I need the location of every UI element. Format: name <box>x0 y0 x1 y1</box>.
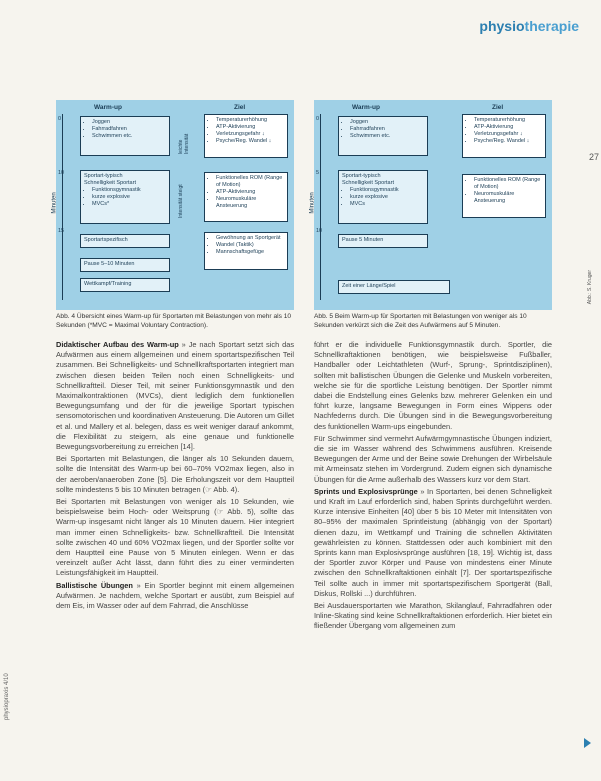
fig1-goal: • ATP-Aktivierung <box>216 189 284 196</box>
fig1-goal: • Verletzungsgefahr ↓ <box>216 131 284 138</box>
paragraph: führt er die individuelle Funktionsgymnastik durch. Sportler, die Schnellkraftaktionen benötigen, wie beispielsweise Fußballer, Handballer oder Leichtathleten (Wurf-, Sprung-, Sprintdisziplinen), sollten mit ballistischen Übungen die Gelenke und Muskeln vorbereiten, welche sie für die sportliche Leistung benötigen. Der Sportler nimmt dabei die Endstellung eines Gelenks bzw. mehrerer Gelenken ein und führt kurze, langsame Bewegungen in Form eines Wippens oder Nachfederns durch. Die Übungen sind in die Bewegungsvorbereitung des funktionellen Warm-ups eingebunden. <box>314 340 552 431</box>
fig1-goal: • ATP-Aktivierung <box>216 124 284 131</box>
fig2-goal: • Neuromuskuläre Ansteuerung <box>474 191 542 205</box>
page-edge-number: 27 <box>588 152 599 162</box>
continue-arrow-icon <box>584 738 591 748</box>
paragraph: Für Schwimmer sind vermehrt Aufwärmgymnastische Übungen indiziert, die sie im Wasser während des Schwimmens ausführen. Kreisende Bewegungen der Arme und der Beine sowie Drehungen der Wirbelsäule mit Armeinsatz stehen im Vordergrund. Zudem eignen sich dynamische Übungen für die Arme außerhalb des Wassers kurz vor dem Start. <box>314 433 552 484</box>
fig1-col-left: Warm-up <box>94 104 122 111</box>
fig1-goal: • Temperaturerhöhung <box>216 117 284 124</box>
fig1-axis-label: Minuten <box>51 192 58 214</box>
fig1-goal: • Psyche/Reg. Wandel ↓ <box>216 138 284 145</box>
fig2-col-right: Ziel <box>492 104 504 111</box>
figure-2 <box>309 100 552 310</box>
fig2-goal: • Psyche/Reg. Wandel ↓ <box>474 138 542 145</box>
heading-ballistisch: Ballistische Übungen <box>56 580 133 590</box>
fig2-tick-0: 0 <box>316 116 320 122</box>
fig2-b-sub: Schnelligkeit Sportart <box>342 180 394 186</box>
fig1-general-goals <box>204 114 288 158</box>
fig1-a-side: leichte Intensität <box>178 133 190 154</box>
fig2-speed-box <box>338 170 428 224</box>
figure-1 <box>51 100 294 310</box>
fig1-a-item: • Fahrradfahren <box>92 126 166 133</box>
issue-note: physiopraxis 4/10 <box>4 673 10 720</box>
fig1-b-side: Intensität steigt <box>178 184 184 218</box>
brand-part-therapie: therapie <box>524 18 579 34</box>
figure-2-caption: Abb. 5 Beim Warm-up für Sportarten mit Belastungen von weniger als 10 Sekunden verkürzt sich die Zeit des Aufwärmens auf 5 Minuten. <box>314 313 527 329</box>
paragraph: Bei Sportarten mit Belastungen von weniger als 10 Sekunden, wie beispielsweise beim Hoch- oder Weitsprung (☞ Abb. 5), sollte das Warm-up insgesamt nicht länger als 10 Minuten dauern. Hier integriert man immer einen Schnelligkeits- bzw. Schnellkraftteil. Die Intensität sollte zwischen 40 und 60% VO2max liegen, und der Sportler sollte vor dem Hauptteil eine Pause von 5 Minuten einlegen. Wenn er das vereinzelt außer Acht lässt, dann führt dies zu einer verminderten Leistungsfähigkeit im Hauptteil. <box>56 497 294 578</box>
paragraph: Bei Ausdauersportarten wie Marathon, Skilanglauf, Fahrradfahren oder Inline-Skating sind keine Schnellkraftaktionen erforderlich. Hier bietet ein fließender Übergang vom allgemeinen zum <box>314 601 552 631</box>
fig1-speed-goals <box>204 172 288 222</box>
fig1-pause-box: Pause 5–10 Minuten <box>80 258 170 272</box>
fig1-b-title: Sportart-typisch <box>84 173 123 179</box>
fig1-speed-box <box>80 170 170 224</box>
right-column: führt er die individuelle Funktionsgymnastik durch. Sportler, die Schnellkraftaktionen benötigen, wie beispielsweise Fußballer, Handballer oder Leichtathleten (Wurf-, Sprung-, Sprintdisziplinen), sollten mit ballistischen Übungen die Gelenke und Muskeln vorbereiten, welche sie für die sportliche Leistung benötigen. Der Sportler nimmt dabei die Endstellung eines Gelenks bzw. mehrerer Gelenken ein und führt kurze, langsame Bewegungen in Form eines Wippens oder Nachfederns durch. Die Übungen sind in die Bewegungsvorbereitung des funktionellen Warm-ups eingebunden. Für Schwimmer sind vermehrt Aufwärmgymnastische Übungen indiziert, die sie im Wasser während des Schwimmens ausführen. Kreisende Bewegungen der Arme und der Beine sowie Drehungen der Wirbelsäule mit Armeinsatz stehen im Vordergrund. Zudem eignen sich dynamische Übungen für die Arme außerhalb des Wassers kurz vor dem Start. Sprints und Explosivsprünge » In Sportarten, bei denen Schnelligkeit und Kraft im Lauf erforderlich sind, haben Sprints durchgeführt werden. Kurze intensive Einheiten [40] über 5 bis 10 Meter mit Intensitäten von 80–95% der maximalen Sprintleistung (abhängig von der Sportart) dienen dazu, im Wettkampf und Training die schnellen Aktivitäten gewährleisten zu können. Stattdessen oder auch kombiniert mit den Sprints kann man Explosivsprünge ausführen [18, 19]. Wichtig ist, dass der Sportler zuvor Körper und Pause von mindestens einer Minute zwischen den Schnellkraftaktionen einhält [7]. Der sportartspezifische Teil sollte auch in immer mit sportartspezifischem Sportgerät (Ball, Diskus, Rollski ...) durchführen. Bei Ausdauersportarten wie Marathon, Skilanglauf, Fahrradfahren oder Inline-Skating sind keine Schnellkraftaktionen erforderlich. Hier bietet ein fließender Übergang vom allgemeinen zum <box>314 340 552 631</box>
fig1-tick-2: 15 <box>58 228 65 234</box>
paragraph: In Sportarten, bei denen Schnelligkeit und Kraft im Lauf erforderlich sind, haben Sprints durchgeführt werden. Kurze intensive Einheiten [40] über 5 bis 10 Meter mit Intensitäten von 80–95% der maximalen Sprintleistung (abhängig von der Sportart) dienen dazu, im Wettkampf und Training die schnellen Aktivitäten gewährleisten zu können. Stattdessen oder auch kombiniert mit den Sprints kann man Explosivsprünge ausführen [18, 19]. Wichtig ist, dass der Sportler zuvor Körper und Pause von mindestens einer Minute zwischen den Schnellkraftaktionen einhält [7]. Der sportartspezifische Teil sollte auch in immer mit sportartspezifischem Sportgerät (Ball, Diskus, Rollski ...) durchführen. <box>314 486 552 598</box>
fig2-general-box <box>338 116 428 156</box>
fig1-b-item: • Funktionsgymnastik <box>92 187 166 194</box>
fig2-b-item: • MVCs <box>350 201 424 208</box>
fig2-goal: • ATP-Aktivierung <box>474 124 542 131</box>
fig2-tick-2: 10 <box>316 228 323 234</box>
fig1-tick-1: 10 <box>58 170 65 176</box>
fig2-general-goals <box>462 114 546 158</box>
fig2-a-item: • Joggen <box>350 119 424 126</box>
fig1-a-item: • Schwimmen etc. <box>92 133 166 140</box>
fig2-a-item: • Fahrradfahren <box>350 126 424 133</box>
fig1-specific-box: Sportartspezifisch <box>80 234 170 248</box>
fig1-b-sub: Schnelligkeit Sportart <box>84 180 136 186</box>
fig2-speed-goals <box>462 174 546 218</box>
fig1-goal: • Funktionelles ROM (Range of Motion) <box>216 175 284 189</box>
fig1-general-box <box>80 116 170 156</box>
fig2-b-title: Sportart-typisch <box>342 173 381 179</box>
fig2-b-item: • kurze explosive <box>350 194 424 201</box>
figure-credit: Abb.: S. Kruger <box>587 270 593 305</box>
fig1-b-item: • MVCs* <box>92 201 166 208</box>
fig2-goal: • Funktionelles ROM (Range of Motion) <box>474 177 542 191</box>
figure-1-caption: Abb. 4 Übersicht eines Warm-up für Sportarten mit Belastungen von mehr als 10 Sekunden (*MVC = Maximal Voluntary Contraction). <box>56 313 292 329</box>
heading-didaktik: Didaktischer Aufbau des Warm-up <box>56 340 179 349</box>
magazine-brand <box>479 18 579 34</box>
brand-part-physio: physio <box>479 18 525 34</box>
fig2-b-item: • Funktionsgymnastik <box>350 187 424 194</box>
fig1-goal: • Gewöhnung an Sportgerät <box>216 235 284 242</box>
paragraph: Je nach Sportart setzt sich das Aufwärmen aus einem allgemeinen und einem sportartspezifischen Teil zusammen. Bei Schnelligkeits- und Schnellkraftsportarten integriert man zwischen diesen beiden Teilen noch einen Schnelligkeits- und Schnellkraftteil. Dieser Teil, mit seiner Funktionsgymnastik und den Maximalkontraktionen (MVCs), dient lediglich dem funktionellen Bewegungsumfang und der für die jeweilige Sportart typischen sensomotorischen und koordinativen Ansteuerung. Die Autoren um Gillet et al. und Mallery et al. belegen, dass es weit weniger darauf ankommt, die Flexibilität zu steigern, als eine genaue und funktionelle Bewegungsvorbereitung zu erreichen [14]. <box>56 340 295 452</box>
heading-sprints: Sprints und Explosivsprünge <box>314 486 418 496</box>
fig1-tick-0: 0 <box>58 116 62 122</box>
fig2-time-axis <box>320 114 321 300</box>
fig1-time-axis <box>62 114 63 300</box>
paragraph: Ein Sportler beginnt mit einem allgemeinen Aufwärmen. Je nachdem, welche Sportart er ausübt, zum Beispiel auf dem Eis, im Wasser oder auf dem Fahrrad, die Anschlüsse <box>56 580 295 611</box>
fig2-a-item: • Schwimmen etc. <box>350 133 424 140</box>
fig2-tick-1: 5 <box>316 170 320 176</box>
fig1-goal: • Mannschaftsgefüge <box>216 249 284 256</box>
fig1-a-item: • Joggen <box>92 119 166 126</box>
left-column: Didaktischer Aufbau des Warm-up » Je nach Sportart setzt sich das Aufwärmen aus einem allgemeinen und einem sportartspezifischen Teil zusammen. Bei Schnelligkeits- und Schnellkraftsportarten integriert man zwischen diesen beiden Teilen noch einen Schnelligkeits- und Schnellkraftteil. Dieser Teil, mit seiner Funktionsgymnastik und den Maximalkontraktionen (MVCs), dient lediglich dem funktionellen Bewegungsumfang und der für die jeweilige Sportart typischen sensomotorischen und koordinativen Ansteuerung. Die Autoren um Gillet et al. und Mallery et al. belegen, dass es weit weniger darauf ankommt, die Flexibilität zu steigern, als eine genaue und funktionelle Bewegungsvorbereitung zu erreichen [14]. Bei Sportarten mit Belastungen, die länger als 10 Sekunden dauern, sollte die Intensität des Warm-up bei 60–70% VO2max liegen, also in der aeroben/anaeroben Zone [5]. Die Erholungszeit vor dem Hauptteil sollte mindestens 5 bis 10 Minuten betragen (☞ Abb. 4). Bei Sportarten mit Belastungen von weniger als 10 Sekunden, wie beispielsweise beim Hoch- oder Weitsprung (☞ Abb. 5), sollte das Warm-up insgesamt nicht länger als 10 Minuten dauern. Hier integriert man immer einen Schnelligkeits- bzw. Schnellkraftteil. Die Intensität sollte zwischen 40 und 60% VO2max liegen, und der Sportler sollte vor dem Hauptteil eine Pause von 5 Minuten einlegen. Wenn er das vereinzelt außer Acht lässt, dann führt dies zu einer verminderten Leistungsfähigkeit im Hauptteil. Ballistische Übungen » Ein Sportler beginnt mit einem allgemeinen Aufwärmen. Je nachdem, welche Sportart er ausübt, zum Beispiel auf dem Eis, im Wasser oder auf dem Fahrrad, die Anschlüsse <box>56 340 295 611</box>
fig1-col-right: Ziel <box>234 104 246 111</box>
fig2-goal: • Temperaturerhöhung <box>474 117 542 124</box>
fig1-goal: • Neuromuskuläre Ansteuerung <box>216 196 284 210</box>
fig1-specific-goals <box>204 232 288 270</box>
fig2-pause-box: Pause 5 Minuten <box>338 234 428 248</box>
fig1-b-item: • kurze explosive <box>92 194 166 201</box>
fig1-competition-box: Wettkampf/Training <box>80 278 170 292</box>
fig1-goal: • Wandel (Taktik) <box>216 242 284 249</box>
fig2-goal: • Verletzungsgefahr ↓ <box>474 131 542 138</box>
paragraph: Bei Sportarten mit Belastungen, die länger als 10 Sekunden dauern, sollte die Intensität des Warm-up bei 60–70% VO2max liegen, also in der aeroben/anaeroben Zone [5]. Die Erholungszeit vor dem Hauptteil sollte mindestens 5 bis 10 Minuten betragen (☞ Abb. 4). <box>56 454 294 494</box>
fig2-axis-label: Minuten <box>309 192 316 214</box>
fig2-col-left: Warm-up <box>352 104 380 111</box>
fig2-game-box: Zeit einer Länge/Spiel <box>338 280 450 294</box>
